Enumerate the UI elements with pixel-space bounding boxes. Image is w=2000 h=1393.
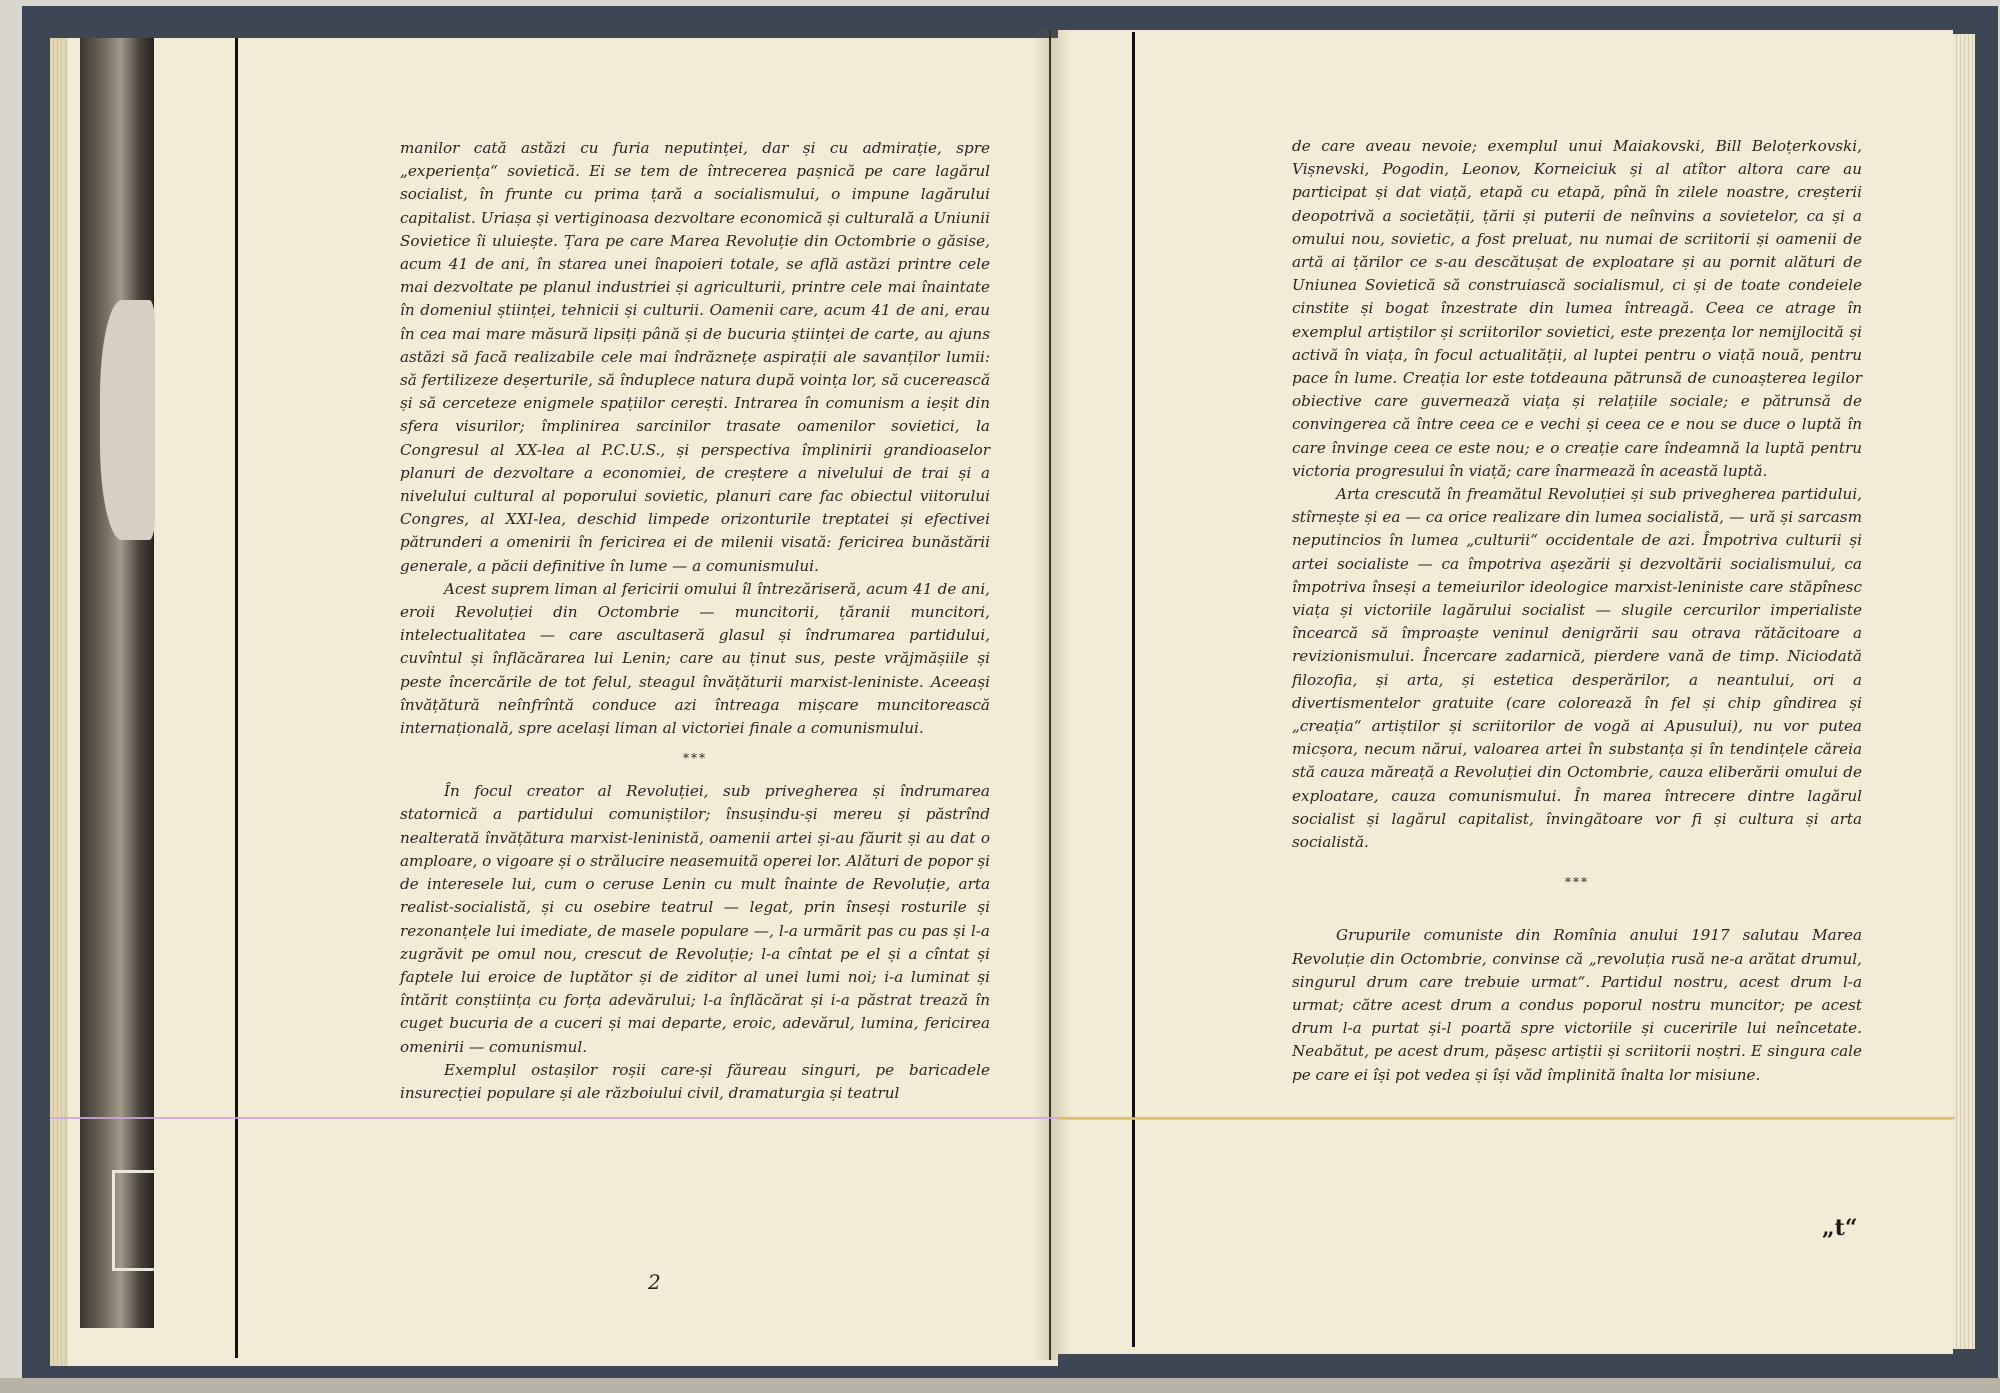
paragraph: În focul creator al Revoluției, sub privegherea și îndrumarea statornică a partidului comuniștilor; însușindu-și mereu și păstrînd nealterată învățătura marxist-leninistă, oamenii artei și-au făurit și au dat o amploare, o vigoare și o strălucire neasemuită operei lor. Alături de popor și de interesele lui, cum o ceruse Lenin cu mult înainte de Revoluție, arta realist-socialistă, și cu osebire teatrul — legat, prin înseși rosturile și rezonanțele lui imediate, de masele populare —, l-a urmărit pas cu pas și l-a zugrăvit pe omul nou, crescut de Revoluție; l-a cîntat pe el și a cîntat și faptele lui eroice de luptător și de ziditor al unei lumi noi; i-a luminat și întărit conștiința cu forța adevărului; l-a înflăcărat și i-a păstrat trează în cuget bucuria de a cuceri și mai departe, eroic, adevărul, lumina, fericirea omenirii — comunismul. <box>400 782 990 1056</box>
left-page-edges <box>50 38 68 1366</box>
scan-artifact-line <box>1058 1118 1953 1120</box>
right-page-edges <box>1953 34 1975 1349</box>
right-vertical-rule <box>1132 32 1135 1347</box>
paragraph: Grupurile comuniste din Romînia anului 1917 salutau Marea Revoluție din Octombrie, convinse că „revoluția rusă ne-a arătat drumul, singurul drum care trebuie urmat“. Partidul nostru, acest drum l-a urmat; către acest drum a condus poporul nostru muncitor; pe acest drum l-a purtat și-l poartă spre victoriile și cuceririle lui neîncetate. Neabătut, pe acest drum, pășesc artiștii și scriitorii noștri. E singura cale pe care ei își pot vedea și își văd împlinită înalta lor misiune. <box>1292 926 1862 1084</box>
page-number: 2 <box>648 1270 661 1294</box>
paragraph: Arta crescută în freamătul Revoluției și sub privegherea partidului, stîrnește și ea — ca orice realizare din lumea socialistă, — ură și sarcasm neputincios în lumea „culturii“ occidentale de azi. Împotriva culturii și artei socialiste — ca împotriva așezării și dezvoltării socialismului, ca împotriva înseși a temeiurilor ideologice marxist-leniniste care stăpînesc viața și victoriile lagărului socialist — slugile cercurilor imperialiste încearcă să împroaște veninul denigrării sau otrava rătăcitoare a revizionismului. Încercare zadarnică, pierdere vană de timp. Niciodată filozofia, și arta, și estetica desperărilor, a neantului, ori a divertismentelor gratuite (care colorează în fel și chip gîndirea și „creația“ artiștilor și scriitorilor de vogă ai Apusului), nu vor putea micșora, necum nărui, valoarea artei în substanța și în tendințele căreia stă cauza măreață a Revoluției din Octombrie, cauza eliberării omului de exploatare, cauza comunismului. În marea întrecere dintre lagărul socialist și lagărul capitalist, învingătoare vor fi și cultura și arta socialistă. <box>1292 485 1862 852</box>
paragraph: Acest suprem liman al fericirii omului îl întrezăriseră, acum 41 de ani, eroii Revoluției din Octombrie — muncitorii, țăranii muncitori, intelectualitatea — care ascultaseră glasul și îndrumarea partidului, cuvîntul și înflăcărarea lui Lenin; care au ținut sus, peste vrăjmășiile și peste încercările de tot felul, steagul învățăturii marxist-leniniste. Aceeași învățătură neînfrîntă conduce azi întreaga mișcare muncitorească internațională, spre același liman al victoriei finale a comunismului. <box>400 579 990 738</box>
right-text-column <box>1292 135 1862 1087</box>
photo-frame-mark <box>112 1170 155 1271</box>
gutter-fold <box>1049 30 1051 1360</box>
printer-mark: „t“ <box>1822 1215 1858 1241</box>
left-text-column <box>400 137 990 1105</box>
paragraph: de care aveau nevoie; exemplul unui Maiakovski, Bill Beloțerkovski, Vișnevski, Pogodin, Leonov, Korneiciuk și al atîtor altora care au participat și dat viață, etapă cu etapă, pînă în zilele noastre, creșterii deopotrivă a societății, țării și puterii de neînvins a sovietelor, ca și a omului nou, sovietic, a fost preluat, nu numai de scriitorii și oamenii de artă ai țărilor ce s-au descătușat de exploatare și au pornit alături de Uniunea Sovietică să construiască socialismul, ci și de toate condeiele cinstite și bogat înzestrate din lumea întreagă. Ceea ce atrage în exemplul artiștilor și scriitorilor sovietici, este prezența lor nemijlocită și activă în viața, în focul actualității, al luptei pentru o viață nouă, pentru pace în lume. Creația lor este totdeauna pătrunsă de cunoașterea legilor obiective care guvernează viața și relațiile sociale; e pătrunsă de convingerea că între ceea ce e vechi și ceea ce e nou se duce o luptă în care învinge ceea ce este nou; e o creație care îndeamnă la luptă pentru victoria progresului în viață; care înarmează în această luptă. <box>1292 137 1862 480</box>
gutter-shadow <box>1032 30 1072 1360</box>
section-separator: *** <box>1565 875 1589 890</box>
left-vertical-rule <box>235 38 238 1358</box>
table-surface <box>0 1378 2000 1393</box>
section-separator: *** <box>683 751 707 766</box>
paragraph: Exemplul ostașilor roșii care-și făureau singuri, pe baricadele insurecției populare și ale războiului civil, dramaturgia și teatrul <box>400 1060 990 1102</box>
photo-bleed-strip <box>80 38 154 1328</box>
photo-figure <box>100 300 155 540</box>
paragraph: manilor cată astăzi cu furia neputinței, dar și cu admirație, spre „experiența“ sovietică. Ei se tem de întrecerea pașnică pe care lagărul socialist, în frunte cu prima țară a socialismului, o impune lagărului capitalist. Uriașa și vertiginoasa dezvoltare economică și culturală a Uniunii Sovietice îi uluiește. Țara pe care Marea Revoluție din Octombrie o găsise, acum 41 de ani, în starea unei înapoieri totale, se află astăzi printre cele mai dezvoltate pe planul industriei și agriculturii, printre cele mai înaintate în domeniul științei, tehnicii și culturii. Oamenii care, acum 41 de ani, erau în cea mai mare măsură lipsiți până și de bucuria științei de carte, au ajuns astăzi să facă realizabile cele mai îndrăznețe aspirații ale savanților lumii: să fertilizeze deșerturile, să înduplece natura după voința lor, să cucerească și să cerceteze enigmele spațiilor cerești. Intrarea în comunism a ieșit din sfera visurilor; împlinirea sarcinilor trasate oamenilor sovietici, la Congresul al XX-lea al P.C.U.S., și perspectiva împlinirii grandioaselor planuri de dezvoltare a economiei, de creștere a nivelului de trai și a nivelului cultural al poporului sovietic, planuri care fac obiectul viitorului Congres, al XXI-lea, deschid limpede orizonturile treptatei și efectivei pătrunderi a omenirii în fericirea ei de milenii visată: fericirea bunăstării generale, a păcii definitive în lume — a comunismului. <box>400 139 990 575</box>
